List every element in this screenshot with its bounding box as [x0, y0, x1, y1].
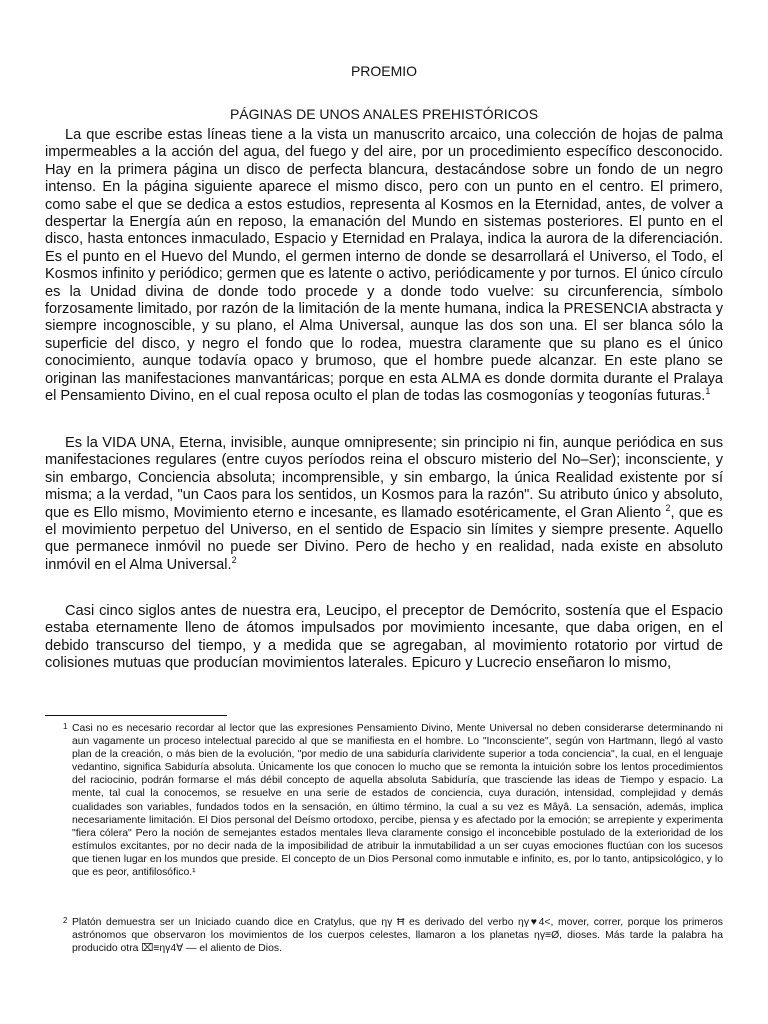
page-subtitle: PÁGINAS DE UNOS ANALES PREHISTÓRICOS — [229, 106, 539, 122]
footnote-ref-1: 1 — [705, 386, 711, 397]
footnote-ref-2b: 2 — [231, 554, 237, 565]
footnote-2-text: Platón demuestra ser un Iniciado cuando dice en Cratylus, que ηγ Ħ es derivado del verbo ηγ♥4<, mover, correr, porque los primeros astrónomos que observaron los movimientos de los cuerpos celestes, llamaron a los planetas ηγ≡Ø, dioses. Más tarde la palabra ha producido otra ⌧≡ηγ4∀ — el aliento de Dios. — [72, 917, 723, 955]
paragraph-3: Casi cinco siglos antes de nuestra era, Leucipo, el preceptor de Demócrito, sostenía que el Espacio estaba eternamente lleno de átomos impulsados por movimiento incesante, que daba origen, en el debido transcurso del tiempo, y a medida que se agregaban, al movimiento rotatorio por virtud de colisiones mutuas que producían movimientos laterales. Epicuro y Lucrecio enseñaron lo mismo, — [45, 603, 723, 672]
paragraph-2-text-b: , que es el movimiento perpetuo del Universo, en el sentido de Espacio sin límites y siempre presente. Aquello que permanece inmóvil no puede ser Divino. Pero de hecho y en realidad, nada existe en absoluto inmóvil en el Alma Universal. — [45, 504, 723, 573]
paragraph-1 — [45, 127, 723, 406]
paragraph-2 — [45, 435, 723, 574]
paragraph-2-text-a: Es la VIDA UNA, Eterna, invisible, aunque omnipresente; sin principio ni fin, aunque periódica en sus manifestaciones regulares (entre cuyos períodos reina el obscuro misterio del No–Ser); inconsciente, y sin embargo, Conciencia absoluta; incomprensible, y sin embargo, la única Realidad existente por sí misma; a la verdad, "un Caos para los sentidos, un Kosmos para la razón". Su atributo único y absoluto, que es Ello mismo, Movimiento eterno e incesante, es llamado esotéricamente, el Gran Aliento — [45, 435, 723, 521]
footnote-1-mark: 1 — [63, 722, 68, 731]
footnote-2-mark: 2 — [63, 916, 68, 925]
footnote-1-text: Casi no es necesario recordar al lector que las expresiones Pensamiento Divino, Mente Universal no deben considerarse determinando ni aun vagamente un proceso intelectual parecido al que se manifiesta en el hombre. Lo "Inconsciente", según von Hartmann, llegó al vasto plan de la creación, o más bien de la evolución, "por medio de una sabiduría clarividente superior a toda conciencia", la cual, en el lenguaje vedantino, significa Sabiduría absoluta. Únicamente los que conocen lo mucho que se remonta la intuición sobre los lentos procedimientos del raciocinio, podrán formarse el más débil concepto de aquella absoluta Sabiduría, que trasciende las ideas de Tiempo y espacio. La mente, tal cual la conocemos, se resuelve en una serie de estados de conciencia, cuya duración, intensidad, complejidad y demás cualidades son variables, fundados todos en la sensación, en último término, la cual a su vez es Mâyâ. La sensación, además, implica necesariamente limitación. El Dios personal del Deísmo ortodoxo, percibe, piensa y es afectado por la emoción; se arrepiente y experimenta "fiera cólera" Pero la noción de semejantes estados mentales lleva claramente consigo el inconcebible postulado de la exterioridad de los estímulos excitantes, por no decir nada de la imposibilidad de atribuir la inmutabilidad a un ser cuyas emociones fluctúan con los sucesos que tienen lugar en los mundos que preside. El concepto de un Dios Personal como inmutable e infinito, es, por lo tanto, antipsicológico, y lo que es peor, antifilosófico.¹ — [72, 723, 723, 879]
footnote-1 — [45, 722, 723, 879]
paragraph-1-text: La que escribe estas líneas tiene a la vista un manuscrito arcaico, una colección de hojas de palma impermeables a la acción del agua, del fuego y del aire, por un procedimiento específico desconocido. Hay en la primera página un disco de perfecta blancura, destacándose sobre un fondo de un negro intenso. En la página siguiente aparece el mismo disco, pero con un punto en el centro. El primero, como sabe el que se dedica a estos estudios, representa al Kosmos en la Eternidad, antes, de volver a despertar la Energía aún en reposo, la emanación del Mundo en sistemas posteriores. El punto en el disco, hasta entonces inmaculado, Espacio y Eternidad en Pralaya, indica la aurora de la diferenciación. Es el punto en el Huevo del Mundo, el germen interno de donde se desarrollará el Universo, el Todo, el Kosmos infinito y periódico; germen que es latente o activo, periódicamente y por turnos. El único círculo es la Unidad divina de donde todo procede y a donde todo vuelve: su circunferencia, símbolo forzosamente limitado, por razón de la limitación de la mente humana, indica la PRESENCIA abstracta y siempre incognoscible, y su plano, el Alma Universal, aunque las dos son una. El ser blanca sólo la superficie del disco, y negro el fondo que lo rodea, muestra claramente que su plano es el único conocimiento, aunque todavía opaco y brumoso, que el hombre puede alcanzar. En este plano se originan las manifestaciones manvantáricas; porque en esta ALMA es donde dormita durante el Pralaya el Pensamiento Divino, en el cual reposa oculto el plan de todas las cosmogonías y teogonías futuras. — [45, 127, 723, 405]
footnote-ref-2a: 2 — [665, 502, 671, 513]
page-title: PROEMIO — [350, 63, 418, 79]
footnote-2 — [45, 916, 723, 955]
footnote-divider — [45, 715, 227, 716]
